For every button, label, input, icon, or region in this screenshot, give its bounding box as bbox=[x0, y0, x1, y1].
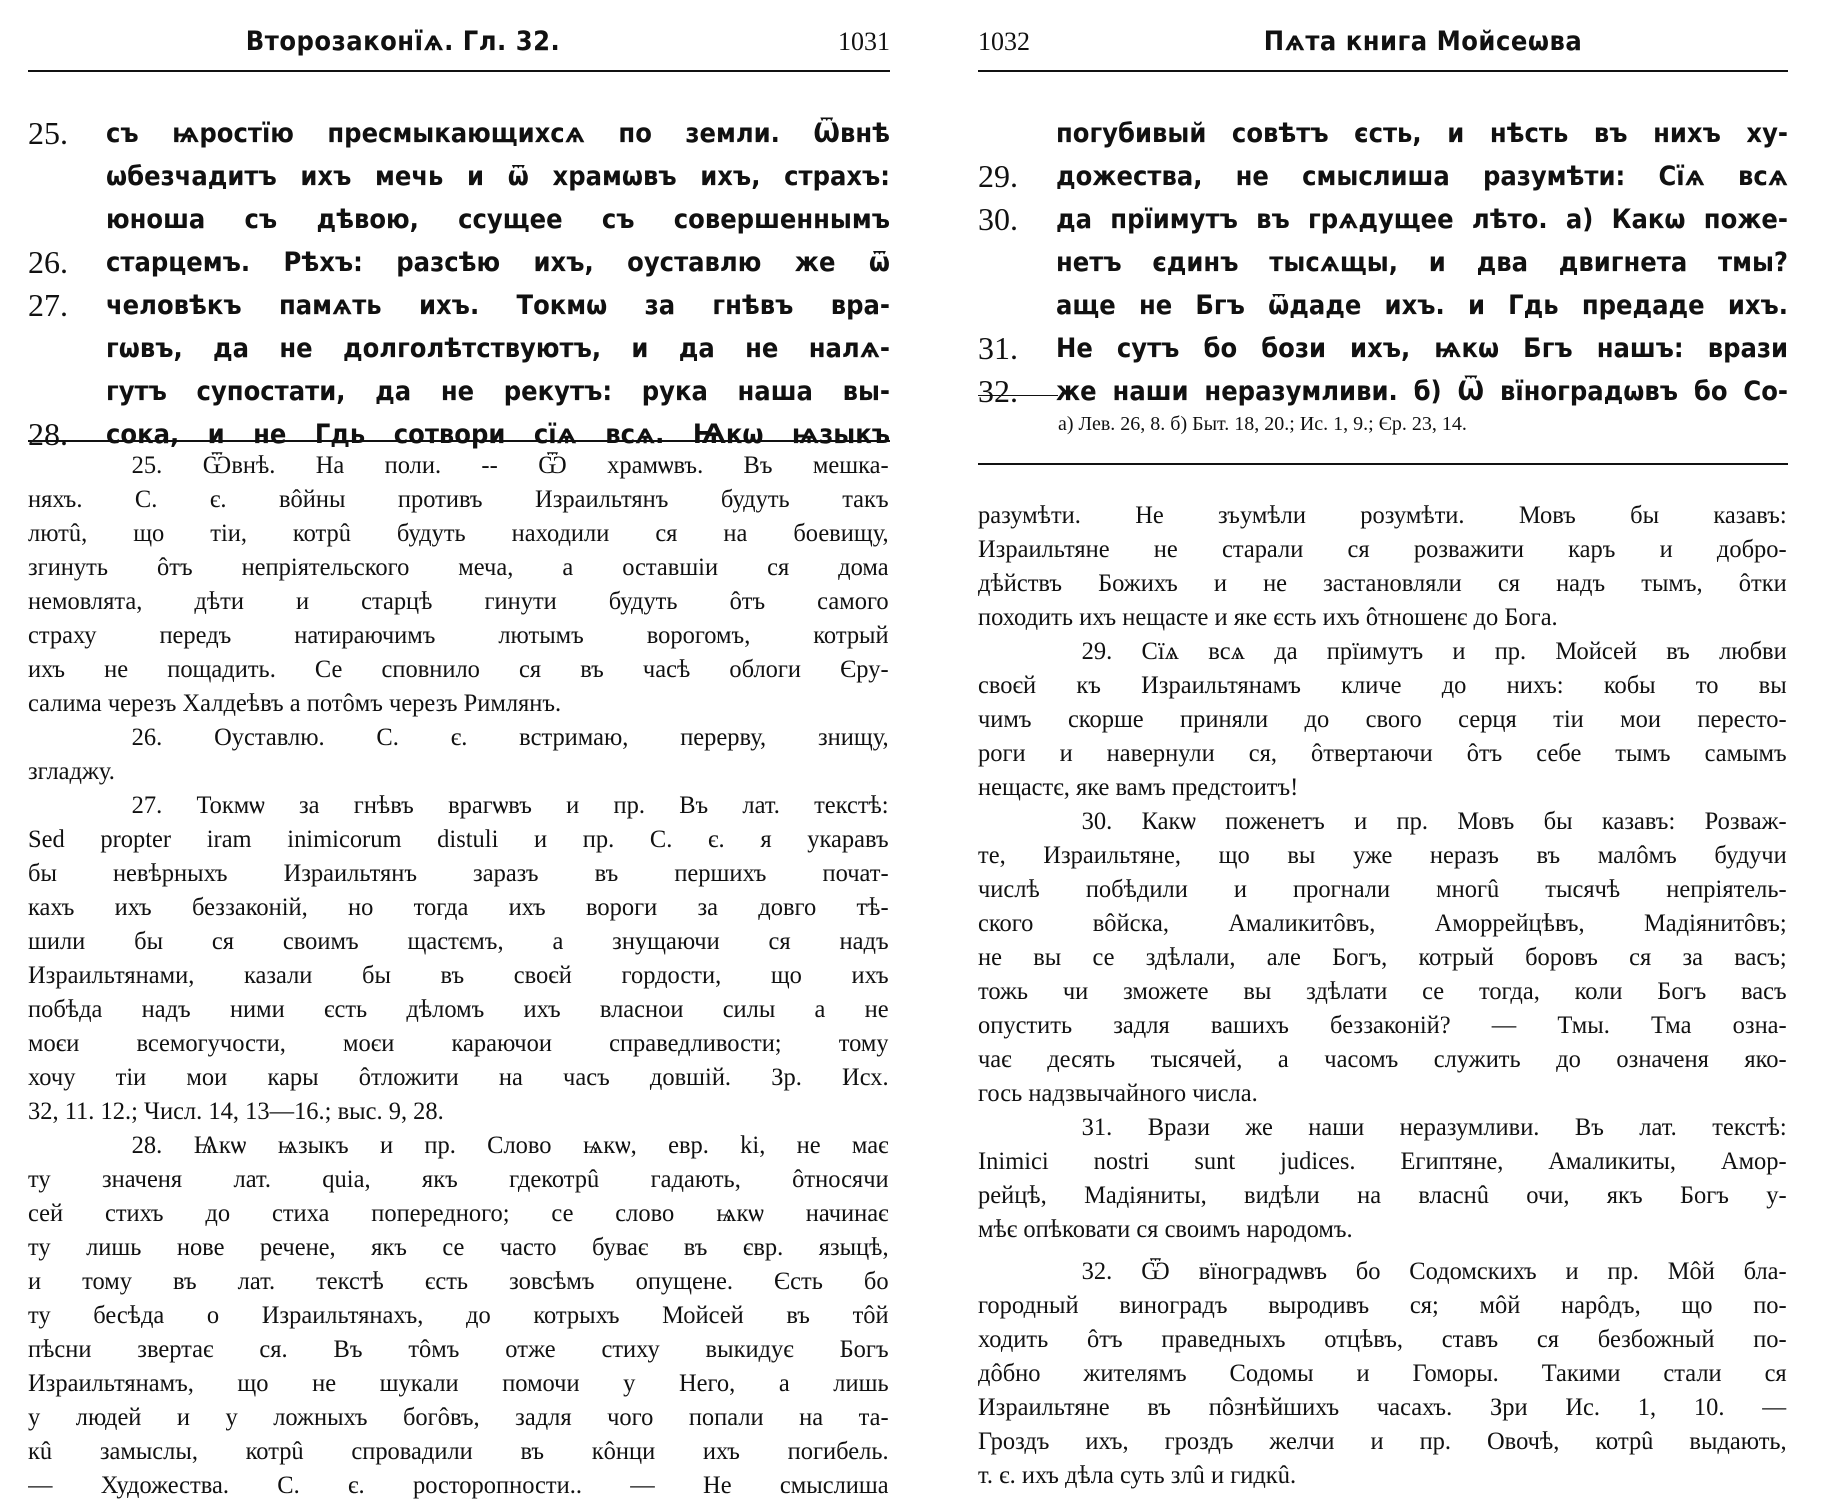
verse-line bbox=[978, 327, 1788, 370]
commentary-paragraph-32 bbox=[978, 1254, 1788, 1492]
verse-text: Не сутъ бо бози ихъ, ѩкѡ Бгъ нашъ: врази bbox=[1056, 333, 1788, 364]
commentary-paragraph-28 bbox=[28, 1128, 890, 1502]
verse-text: гѡвъ, да не долголѣтствуютъ, и да не налѧ- bbox=[106, 333, 890, 364]
section-rule bbox=[28, 440, 890, 442]
verse-number: 28. bbox=[28, 416, 68, 452]
commentary-block bbox=[978, 498, 1788, 1492]
commentary-paragraph-27 bbox=[28, 788, 890, 1128]
verse-number: 27. bbox=[28, 287, 68, 323]
commentary-line: числѣ побѣдили и прогнали многû тысячѣ непріятель- bbox=[978, 874, 1787, 903]
verse-number: 26. bbox=[28, 244, 68, 280]
running-title: Второзаконїѧ. Гл. 32. bbox=[245, 26, 561, 57]
verse-number: 32. bbox=[978, 373, 1018, 409]
commentary-line: гось надзвычайного числа. bbox=[978, 1078, 1258, 1107]
commentary-line: Гроздъ ихъ, гроздъ желчи и пр. Овочѣ, котрû выдають, bbox=[978, 1426, 1787, 1455]
verse-block bbox=[978, 112, 1788, 413]
verse-line bbox=[978, 241, 1788, 284]
commentary-line: чає десять тысячей, а часомъ служить до означеня яко- bbox=[978, 1044, 1787, 1073]
running-head bbox=[28, 22, 890, 62]
commentary-line: бы невѣрныхъ Израильтянъ заразъ въ першихъ почат- bbox=[28, 858, 889, 887]
commentary-line: моєи всемогучости, моєи караючои справедливости; тому bbox=[28, 1028, 889, 1057]
commentary-line: 32. Ѿ вїноградѡвъ бо Содомскихъ и пр. Мôй бла- bbox=[1081, 1256, 1787, 1285]
commentary-line: рейцѣ, Мадіяниты, видѣли на власнû очи, якъ Богъ у- bbox=[978, 1180, 1787, 1209]
commentary-line: дôбно жителямъ Содомы и Гоморы. Такими стали ся bbox=[978, 1358, 1787, 1387]
commentary-line: няхъ. С. є. вôйны противъ Израильтянъ будуть такъ bbox=[28, 484, 889, 513]
commentary-line: чимъ скорше приняли до свого серця тіи мои пересто- bbox=[978, 704, 1787, 733]
verse-text: дожества, не смыслиша разумѣти: Сїѧ всѧ bbox=[1056, 161, 1788, 192]
commentary-line: кахъ ихъ беззаконій, но тогда ихъ вороги за довго тѣ- bbox=[28, 892, 889, 921]
commentary-line: ту значеня лат. quia, якъ гдекотрû гадають, ôтносячи bbox=[28, 1164, 889, 1193]
verse-number: 31. bbox=[978, 330, 1018, 366]
verse-number: 29. bbox=[978, 158, 1018, 194]
commentary-line: т. є. ихъ дѣла суть злû и гидкû. bbox=[978, 1460, 1297, 1489]
verse-line bbox=[978, 370, 1788, 413]
verse-line bbox=[28, 112, 890, 155]
verse-line bbox=[978, 155, 1788, 198]
section-rule bbox=[978, 463, 1788, 465]
commentary-line: лютû, що тіи, котрû будуть находили ся на боевищу, bbox=[28, 518, 889, 547]
commentary-line: Израильтянами, казали бы въ своєй гордости, що ихъ bbox=[28, 960, 889, 989]
commentary-line: мѣє опѣковати ся своимъ народомъ. bbox=[978, 1214, 1353, 1243]
commentary-line: сей стихъ до стиха попередного; се слово ѩкѡ начинає bbox=[28, 1198, 889, 1227]
commentary-line: 32, 11. 12.; Числ. 14, 13—16.; выс. 9, 28. bbox=[28, 1096, 444, 1125]
commentary-line: Израильтяне не старали ся розважити каръ и добро- bbox=[978, 534, 1787, 563]
commentary-line: дѣйствъ Божихъ и не застановляли ся надъ тымъ, ôтки bbox=[978, 568, 1787, 597]
commentary-line: згладжу. bbox=[28, 756, 115, 785]
verse-text: нетъ єдинъ тысѧщы, и два двигнета тмы? bbox=[1056, 247, 1788, 278]
commentary-line: Inimici nostri sunt judices. Египтяне, Амаликиты, Амор- bbox=[978, 1146, 1787, 1175]
page-number: 1032 bbox=[978, 27, 1030, 56]
commentary-paragraph-25 bbox=[28, 448, 890, 720]
verse-line bbox=[28, 198, 890, 241]
commentary-line: Sed propter iram inimicorum distuli и пр. С. є. я укаравъ bbox=[28, 824, 889, 853]
footnotes: а) Лев. 26, 8. б) Быт. 18, 20.; Ис. 1, 9.; Єр. 23, 14. bbox=[1058, 413, 1467, 435]
commentary-line: те, Израильтяне, що вы уже неразъ въ малôмъ будучи bbox=[978, 840, 1787, 869]
page-number: 1031 bbox=[838, 27, 890, 56]
running-title: Пѧта книга Мойсеѡва bbox=[1263, 26, 1583, 57]
commentary-line: згинуть ôтъ непріятельского меча, а оставшіи ся дома bbox=[28, 552, 889, 581]
verse-text: аще не Бгъ ѿдаде ихъ. и Гдь предаде ихъ. bbox=[1056, 290, 1788, 321]
commentary-line: 29. Сїѧ всѧ да прїимутъ и пр. Мойсей въ любви bbox=[1081, 636, 1787, 665]
verse-number: 30. bbox=[978, 201, 1018, 237]
commentary-line: городный виноградъ выродивъ ся; мôй нарôдъ, що по- bbox=[978, 1290, 1787, 1319]
commentary-line: Израильтянамъ, що не шукали помочи у Него, а лишь bbox=[28, 1368, 889, 1397]
commentary-line: шили бы ся своимъ щастємъ, а знущаючи ся надъ bbox=[28, 926, 889, 955]
commentary-line: 27. Токмѡ за гнѣвъ врагѡвъ и пр. Въ лат. текстѣ: bbox=[131, 790, 889, 819]
commentary-line: немовлята, дѣти и старцѣ гинути будуть ôтъ самого bbox=[28, 586, 889, 615]
verse-text: да прїимутъ въ грѧдущее лѣто. а) Какѡ поже- bbox=[1056, 204, 1788, 235]
commentary-line: 28. Ѩкѡ ѩзыкъ и пр. Слово ѩкѡ, евр. ki, не має bbox=[131, 1130, 889, 1159]
verse-line bbox=[28, 370, 890, 413]
commentary-line: пѣсни звертає ся. Въ тôмъ отже стиху выкидує Богъ bbox=[28, 1334, 889, 1363]
commentary-line: походить ихъ нещасте и яке єсть ихъ ôтношенє до Бога. bbox=[978, 602, 1558, 631]
commentary-line: — Художества. С. є. росторопности.. — Не смыслиша bbox=[28, 1470, 889, 1499]
commentary-line: своєй къ Израильтянамъ кличе до нихъ: кобы то вы bbox=[978, 670, 1787, 699]
commentary-line: салима черезъ Халдеѣвъ а потôмъ черезъ Римлянъ. bbox=[28, 688, 562, 717]
verse-text: гутъ супостати, да не рекутъ: рука наша вы- bbox=[106, 376, 890, 407]
commentary-paragraph-31 bbox=[978, 1110, 1788, 1246]
verse-text: сока, и не Гдь сотвори сїѧ всѧ. Ѩкѡ ѩзыкъ bbox=[106, 419, 890, 450]
commentary-paragraph-29 bbox=[978, 634, 1788, 804]
commentary-line: ту бесѣда о Израильтянахъ, до котрыхъ Мойсей въ тôй bbox=[28, 1300, 889, 1329]
commentary-line: 26. Оуставлю. С. є. встримаю, перерву, знищу, bbox=[131, 722, 889, 751]
left-page bbox=[28, 0, 890, 1500]
commentary-line: побѣда надъ ними єсть дѣломъ ихъ власнои силы а не bbox=[28, 994, 889, 1023]
verse-text: погубивый совѣтъ єсть, и нѣсть въ нихъ ху- bbox=[1056, 118, 1788, 149]
commentary-block bbox=[28, 448, 890, 1502]
verse-line bbox=[28, 284, 890, 327]
verse-text: съ ѩростїю пресмыкающихсѧ по земли. Ѿвнѣ bbox=[106, 118, 890, 149]
verse-line bbox=[978, 198, 1788, 241]
verse-text: ѡбезчадитъ ихъ мечь и ѿ храмѡвъ ихъ, страхъ: bbox=[106, 161, 890, 192]
verse-text: человѣкъ памѧть ихъ. Токмѡ за гнѣвъ вра- bbox=[106, 290, 890, 321]
verse-text: же наши неразумливи. б) Ѿ вїноградѡвъ бо Со- bbox=[1056, 376, 1788, 407]
verse-line bbox=[28, 327, 890, 370]
commentary-line: хочу тіи мои кары ôтложити на часъ довшій. Зр. Исх. bbox=[28, 1062, 889, 1091]
commentary-paragraph-30 bbox=[978, 804, 1788, 1110]
verse-block bbox=[28, 112, 890, 456]
commentary-line: ского вôйска, Амаликитôвъ, Аморрейцѣвъ, Мадіянитôвъ; bbox=[978, 908, 1787, 937]
verse-line bbox=[28, 241, 890, 284]
verse-text: юноша съ дѣвою, ссущее съ совершеннымъ bbox=[106, 204, 890, 235]
commentary-line: роги и навернули ся, ôтвертаючи ôтъ себе тымъ самымъ bbox=[978, 738, 1787, 767]
commentary-line: 25. Ѿвнѣ. На поли. -- Ѿ храмѡвъ. Въ мешка- bbox=[131, 450, 889, 479]
right-page bbox=[978, 0, 1788, 1500]
header-rule bbox=[28, 70, 890, 72]
commentary-line: и тому въ лат. текстѣ єсть зовсѣмъ опущене. Єсть бо bbox=[28, 1266, 889, 1295]
commentary-line: Израильтяне въ пôзнѣйшихъ часахъ. Зри Ис. 1, 10. — bbox=[978, 1392, 1787, 1421]
commentary-line: нещастє, яке вамъ предстоитъ! bbox=[978, 772, 1299, 801]
verse-line bbox=[28, 155, 890, 198]
commentary-line: ту лишь нове речене, якъ се часто буває въ євр. языцѣ, bbox=[28, 1232, 889, 1261]
commentary-line: страху передъ натираючимъ лютымъ ворогомъ, котрый bbox=[28, 620, 889, 649]
verse-line bbox=[978, 112, 1788, 155]
verse-line bbox=[978, 284, 1788, 327]
commentary-line: 30. Какѡ поженетъ и пр. Мовъ бы казавъ: Розваж- bbox=[1081, 806, 1787, 835]
footnote-rule bbox=[978, 395, 1058, 396]
commentary-line: кû замыслы, котрû спровадили въ кôнци ихъ погибель. bbox=[28, 1436, 889, 1465]
commentary-line: разумѣти. Не зъумѣли розумѣти. Мовъ бы казавъ: bbox=[978, 500, 1787, 529]
verse-text: старцемъ. Рѣхъ: разсѣю ихъ, оуставлю же ѿ bbox=[106, 247, 890, 278]
running-head bbox=[978, 22, 1788, 62]
commentary-line: у людей и у ложныхъ богôвъ, задля чого попали на та- bbox=[28, 1402, 889, 1431]
commentary-line: опустить задля вашихъ беззаконій? — Тмы. Тма озна- bbox=[978, 1010, 1787, 1039]
commentary-line: не вы се здѣлали, але Богъ, котрый боровъ ся за васъ; bbox=[978, 942, 1787, 971]
commentary-line: ходить ôтъ праведныхъ отцѣвъ, ставъ ся безбожный по- bbox=[978, 1324, 1787, 1353]
commentary-line: тожь чи зможете вы здѣлати се тогда, коли Богъ васъ bbox=[978, 976, 1787, 1005]
commentary-line: 31. Врази же наши неразумливи. Въ лат. текстѣ: bbox=[1081, 1112, 1787, 1141]
commentary-paragraph-26 bbox=[28, 720, 890, 788]
commentary-paragraph-28-cont bbox=[978, 498, 1788, 634]
commentary-line: ихъ не пощадить. Се сповнило ся въ часѣ облоги Єру- bbox=[28, 654, 889, 683]
header-rule bbox=[978, 70, 1788, 72]
verse-number: 25. bbox=[28, 115, 68, 151]
